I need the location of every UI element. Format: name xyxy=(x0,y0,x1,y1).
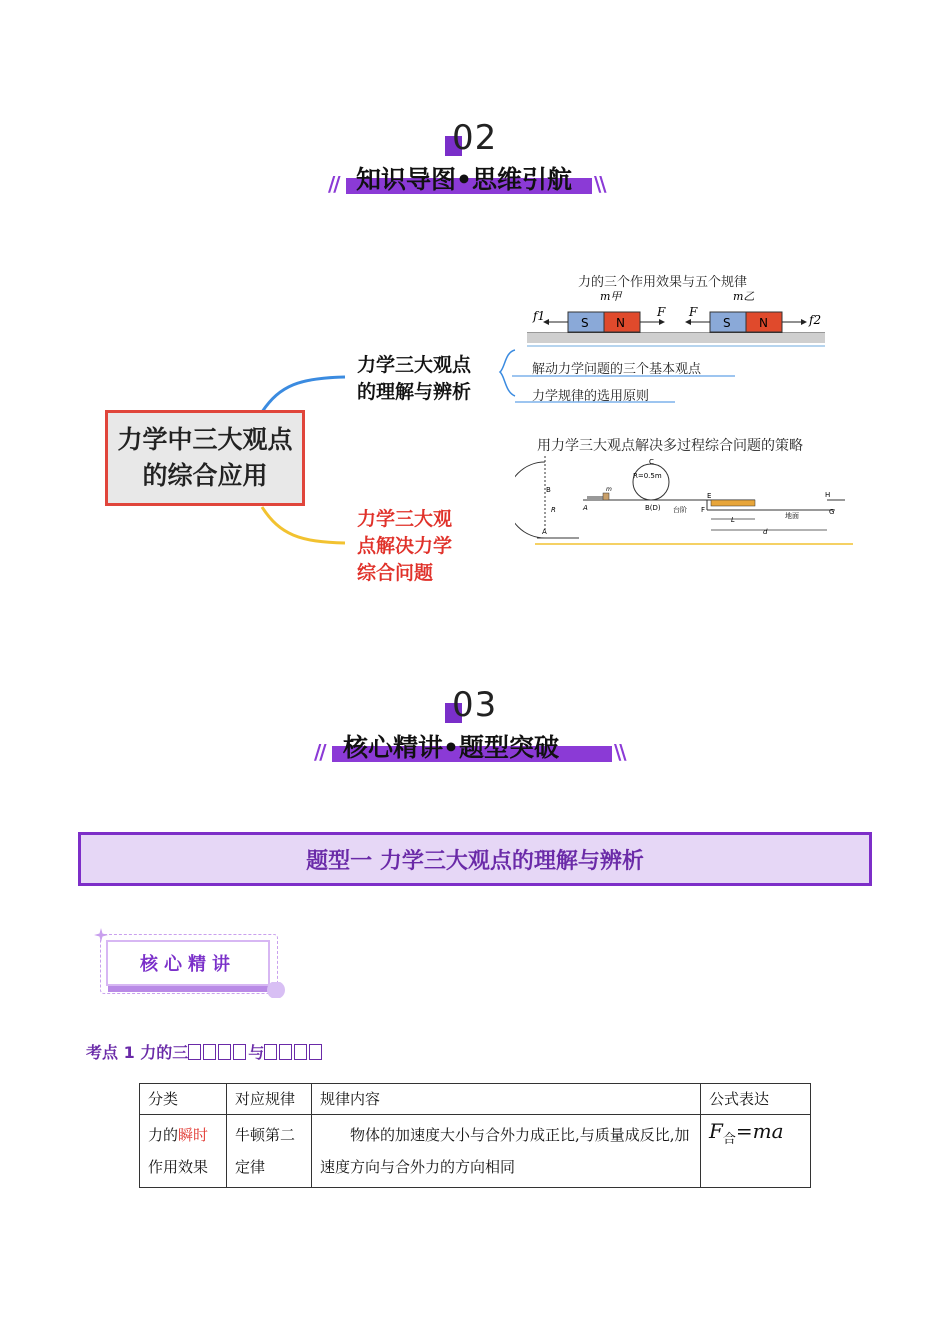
label-n1: N xyxy=(616,316,625,330)
label-F2: F xyxy=(689,305,698,319)
label-C: C xyxy=(649,458,654,466)
cat-c: 作用效果 xyxy=(148,1158,209,1176)
label-F1: F xyxy=(657,305,666,319)
cell-content: 物体的加速度大小与合外力成正比,与质量成反比,加速度方向与合外力的方向相同 xyxy=(312,1115,701,1188)
missing-glyph xyxy=(188,1043,248,1062)
diagram2-tracks xyxy=(515,452,855,548)
section-title: 知识导图•思维引航 xyxy=(356,165,572,194)
branch1-sub-2: 力学规律的选用原则 xyxy=(532,389,650,404)
table-header-row xyxy=(140,1084,811,1115)
label-d: d xyxy=(763,528,768,536)
cell-law: 牛顿第二定律 xyxy=(227,1115,312,1188)
formula-rest: =ma xyxy=(735,1119,784,1143)
kaodian-prefix: 考点 1 力的三 xyxy=(86,1043,189,1062)
tag-decoration-bars xyxy=(108,982,298,998)
formula-F: F xyxy=(709,1119,723,1143)
header-content: 规律内容 xyxy=(312,1084,701,1115)
label-ground: 地面 xyxy=(785,512,799,520)
label-B: B xyxy=(546,486,551,494)
cell-category xyxy=(140,1115,227,1188)
cat-b: 瞬时 xyxy=(178,1126,209,1144)
label-G: G xyxy=(829,508,835,516)
section-number: 03 xyxy=(452,685,498,725)
sparkle-icon xyxy=(94,928,108,942)
cat-a: 力的 xyxy=(148,1126,179,1144)
type-banner: 题型一 力学三大观点的理解与辨析 xyxy=(78,832,872,886)
label-BD: B(D) xyxy=(645,504,661,512)
section-number: 02 xyxy=(452,118,498,158)
label-H: H xyxy=(825,491,831,499)
law-table xyxy=(139,1083,811,1188)
missing-glyph xyxy=(264,1043,324,1062)
branch1-sub-1: 解动力学问题的三个基本观点 xyxy=(532,362,702,377)
diagram2-caption: 用力学三大观点解决多过程综合问题的策略 xyxy=(537,438,803,454)
label-A2: A xyxy=(583,504,588,512)
label-R05: R=0.5m xyxy=(633,472,662,480)
kaodian-mid: 与 xyxy=(248,1043,265,1062)
mindmap-branch-2: 力学三大观点解决力学综合问题 xyxy=(357,508,453,584)
label-n2: N xyxy=(759,316,768,330)
core-lecture-tag: 核心精讲 xyxy=(106,940,270,986)
label-L: L xyxy=(731,516,735,524)
label-R: R xyxy=(551,506,556,514)
table-row xyxy=(140,1115,811,1188)
kaodian-heading xyxy=(86,1040,324,1063)
mindmap-root: 力学中三大观点的综合应用 xyxy=(105,410,305,506)
header-category: 分类 xyxy=(140,1084,227,1115)
label-f2: f2 xyxy=(809,313,822,327)
label-s1: S xyxy=(581,316,589,330)
slash-decoration-right: \\ xyxy=(594,172,605,196)
section-title: 核心精讲•题型突破 xyxy=(343,733,559,762)
formula-sub: 合 xyxy=(722,1132,736,1147)
mindmap-branch-1: 力学三大观点的理解与辨析 xyxy=(357,354,472,403)
diagram1-magnets xyxy=(525,286,830,352)
slash-decoration-left: // xyxy=(328,172,339,196)
label-E: E xyxy=(707,492,712,500)
label-F: F xyxy=(701,506,706,514)
label-f1: f1 xyxy=(533,309,546,323)
diagram1-caption: 力的三个作用效果与五个规律 xyxy=(578,275,748,290)
label-m1: m甲 xyxy=(600,290,622,303)
slash-decoration-right: \\ xyxy=(614,740,625,764)
cell-formula xyxy=(701,1115,811,1188)
header-formula: 公式表达 xyxy=(701,1084,811,1115)
header-law: 对应规律 xyxy=(227,1084,312,1115)
label-m: m xyxy=(606,486,612,493)
label-step: 台阶 xyxy=(673,506,687,514)
label-m2: m乙 xyxy=(733,290,755,303)
slash-decoration-left: // xyxy=(314,740,325,764)
label-A: A xyxy=(542,528,547,536)
label-s2: S xyxy=(723,316,731,330)
